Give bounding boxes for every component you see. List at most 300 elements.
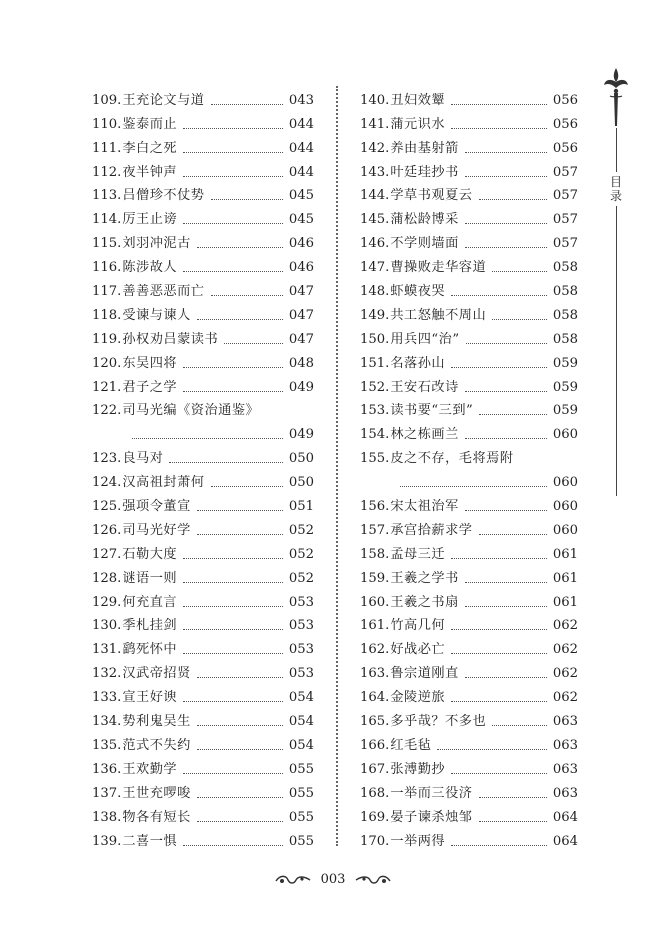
entry-title: 曹操败走华容道: [390, 260, 487, 276]
entry-number: 136.: [92, 761, 122, 777]
leader-dots: [211, 486, 283, 487]
entry-page: 057: [552, 212, 578, 228]
entry-page: 047: [288, 284, 314, 300]
entry-number: 170.: [360, 833, 390, 849]
leader-dots: [183, 845, 283, 846]
leader-dots: [479, 821, 547, 822]
toc-entry[interactable]: [360, 706, 578, 730]
entry-title: 金陵逆旅: [390, 690, 446, 706]
toc-entry[interactable]: [92, 109, 314, 133]
leader-dots: [451, 295, 547, 296]
entry-page: 049: [288, 427, 314, 443]
entry-page: 055: [288, 785, 314, 801]
entry-number: 166.: [360, 737, 390, 753]
leader-dots: [224, 343, 283, 344]
entry-title: 受谏与谏人: [122, 307, 191, 323]
entry-page: 062: [552, 642, 578, 658]
entry-title: 孟母三迁: [390, 546, 446, 562]
leader-dots: [451, 845, 547, 846]
entry-number: 135.: [92, 737, 122, 753]
toc-entry[interactable]: [360, 372, 578, 396]
toc-entry[interactable]: [360, 563, 578, 587]
leader-dots: [451, 104, 547, 105]
leader-dots: [183, 391, 283, 392]
entry-number: 151.: [360, 355, 390, 371]
entry-page: 055: [288, 809, 314, 825]
toc-entry[interactable]: [360, 109, 578, 133]
entry-number: 153.: [360, 403, 390, 419]
entry-number: 114.: [92, 212, 122, 228]
leader-dots: [465, 606, 547, 607]
entry-page: 061: [552, 594, 578, 610]
entry-title: 承宫拾薪求学: [390, 522, 473, 538]
entry-number: 116.: [92, 260, 122, 276]
toc-entry[interactable]: [360, 419, 578, 443]
entry-page: 061: [552, 546, 578, 562]
entry-page: 057: [552, 236, 578, 252]
leader-dots: [197, 319, 283, 320]
toc-entry[interactable]: [92, 778, 314, 802]
entry-page: 058: [552, 284, 578, 300]
leader-dots: [183, 367, 283, 368]
toc-entry[interactable]: [360, 133, 578, 157]
toc-entry[interactable]: [92, 443, 314, 467]
toc-entry[interactable]: [92, 228, 314, 252]
entry-page: 058: [552, 260, 578, 276]
entry-number: 127.: [92, 546, 122, 562]
entry-title: 蒲元识水: [390, 116, 446, 132]
entry-title: 共工怒触不周山: [390, 307, 487, 323]
entry-page: 054: [288, 690, 314, 706]
entry-number: 121.: [92, 379, 122, 395]
toc-entry[interactable]: [92, 276, 314, 300]
toc-entry[interactable]: [92, 611, 314, 635]
leader-dots: [466, 343, 547, 344]
leader-dots: [479, 414, 547, 415]
entry-title: 石勒大度: [122, 546, 178, 562]
entry-page: 058: [552, 331, 578, 347]
toc-entry[interactable]: [92, 181, 314, 205]
toc-left-column: [92, 85, 314, 850]
entry-number: 123.: [92, 451, 122, 467]
entry-number: 119.: [92, 331, 122, 347]
leader-dots: [465, 223, 547, 224]
entry-page: 052: [288, 546, 314, 562]
toc-entry-continuation[interactable]: [92, 419, 314, 443]
toc-entry-continuation[interactable]: [360, 467, 578, 491]
entry-page: 053: [288, 618, 314, 634]
leader-dots: [465, 176, 547, 177]
entry-title: 物各有短长: [122, 809, 191, 825]
entry-number: 144.: [360, 188, 390, 204]
entry-page: 056: [552, 92, 578, 108]
leader-dots: [183, 701, 283, 702]
entry-number: 158.: [360, 546, 390, 562]
entry-page: 049: [288, 379, 314, 395]
leader-dots: [465, 677, 547, 678]
toc-entry[interactable]: [360, 443, 578, 467]
entry-title: 孙权劝吕蒙读书: [122, 331, 219, 347]
toc-entry[interactable]: [360, 730, 578, 754]
entry-page: 050: [288, 475, 314, 491]
entry-page: 059: [552, 379, 578, 395]
entry-number: 124.: [92, 475, 122, 491]
leader-dots: [183, 152, 283, 153]
toc-entry[interactable]: [92, 467, 314, 491]
leader-dots: [183, 629, 283, 630]
entry-page: 060: [552, 522, 578, 538]
entry-page: 046: [288, 260, 314, 276]
toc-entry[interactable]: [360, 252, 578, 276]
toc-entry[interactable]: [92, 826, 314, 850]
leader-dots: [197, 725, 283, 726]
toc-entry[interactable]: [92, 658, 314, 682]
entry-page: 043: [288, 92, 314, 108]
leader-dots: [211, 104, 283, 105]
entry-number: 130.: [92, 618, 122, 634]
entry-page: 062: [552, 690, 578, 706]
leader-dots: [465, 247, 547, 248]
entry-title: 吕僧珍不仗势: [122, 188, 205, 204]
toc-entry[interactable]: [360, 396, 578, 420]
entry-page: 062: [552, 666, 578, 682]
toc-entry[interactable]: [92, 563, 314, 587]
entry-title: 皮之不存，毛将焉附: [390, 451, 514, 467]
entry-title: 王羲之书扇: [390, 594, 459, 610]
toc-entry[interactable]: [92, 204, 314, 228]
entry-number: 150.: [360, 331, 390, 347]
entry-title: 红毛毡: [390, 737, 432, 753]
entry-page: 047: [288, 307, 314, 323]
toc-entry[interactable]: [360, 300, 578, 324]
entry-title: 汉高祖封萧何: [122, 475, 205, 491]
entry-number: 115.: [92, 236, 122, 252]
entry-number: 152.: [360, 379, 390, 395]
leader-dots: [183, 606, 283, 607]
toc-entry[interactable]: [92, 730, 314, 754]
leader-dots: [183, 223, 283, 224]
entry-title: 宣王好谀: [122, 690, 178, 706]
entry-title: 良马对: [122, 451, 164, 467]
toc-entry[interactable]: [360, 85, 578, 109]
leader-dots: [451, 367, 547, 368]
toc-entry[interactable]: [92, 157, 314, 181]
entry-number: 109.: [92, 92, 122, 108]
toc-entry[interactable]: [360, 539, 578, 563]
toc-entry[interactable]: [360, 682, 578, 706]
entry-title: 宋太祖治军: [390, 499, 459, 515]
leader-dots: [183, 271, 283, 272]
entry-page: 047: [288, 331, 314, 347]
entry-number: 142.: [360, 140, 390, 156]
entry-title: 何充直言: [122, 594, 178, 610]
entry-page: 062: [552, 618, 578, 634]
toc-entry[interactable]: [360, 587, 578, 611]
toc-entry[interactable]: [360, 611, 578, 635]
entry-page: 054: [288, 737, 314, 753]
entry-number: 128.: [92, 570, 122, 586]
leader-dots: [183, 653, 283, 654]
leader-dots: [437, 749, 546, 750]
entry-title: 君子之学: [122, 379, 178, 395]
leader-dots: [492, 271, 547, 272]
fleur-ornament-icon: [601, 66, 631, 126]
leader-dots: [183, 176, 283, 177]
entry-number: 160.: [360, 594, 390, 610]
entry-number: 122.: [92, 403, 122, 419]
entry-title: 东吴四将: [122, 355, 178, 371]
entry-page: 046: [288, 236, 314, 252]
toc-entry[interactable]: [360, 228, 578, 252]
entry-title: 王安石改诗: [390, 379, 459, 395]
leader-dots: [183, 128, 283, 129]
entry-number: 155.: [360, 451, 390, 467]
leader-dots: [197, 797, 283, 798]
entry-title: 蒲松龄博采: [390, 212, 459, 228]
leader-dots: [451, 701, 547, 702]
entry-title: 二喜一惧: [122, 833, 178, 849]
entry-number: 132.: [92, 666, 122, 682]
entry-page: 053: [288, 666, 314, 682]
entry-number: 113.: [92, 188, 122, 204]
toc-entry[interactable]: [92, 682, 314, 706]
entry-page: 063: [552, 737, 578, 753]
toc-entry[interactable]: [360, 491, 578, 515]
entry-page: 044: [288, 116, 314, 132]
toc-entry[interactable]: [92, 85, 314, 109]
toc-entry[interactable]: [360, 515, 578, 539]
entry-page: 061: [552, 570, 578, 586]
leader-dots: [197, 677, 283, 678]
entry-title: 强项令董宣: [122, 499, 191, 515]
entry-page: 055: [288, 833, 314, 849]
leader-dots: [183, 582, 283, 583]
entry-title: 善善恶恶而亡: [122, 284, 205, 300]
toc-entry[interactable]: [360, 634, 578, 658]
entry-number: 163.: [360, 666, 390, 682]
entry-number: 118.: [92, 307, 122, 323]
entry-number: 129.: [92, 594, 122, 610]
entry-title: 谜语一则: [122, 570, 178, 586]
entry-page: 053: [288, 594, 314, 610]
entry-page: 045: [288, 188, 314, 204]
entry-title: 陈涉故人: [122, 260, 178, 276]
entry-title: 厉王止谤: [122, 212, 178, 228]
entry-title: 竹高几何: [390, 618, 446, 634]
toc-entry[interactable]: [92, 539, 314, 563]
entry-number: 125.: [92, 499, 122, 515]
entry-number: 133.: [92, 690, 122, 706]
entry-page: 063: [552, 761, 578, 777]
leader-dots: [465, 438, 547, 439]
entry-title: 不学则墙面: [390, 236, 459, 252]
scroll-ornament-icon: [354, 873, 392, 887]
leader-dots: [197, 247, 283, 248]
entry-title: 鲁宗道刚直: [390, 666, 459, 682]
toc-entry[interactable]: [360, 157, 578, 181]
leader-dots: [197, 821, 283, 822]
entry-number: 168.: [360, 785, 390, 801]
entry-number: 161.: [360, 618, 390, 634]
entry-page: 056: [552, 140, 578, 156]
toc-entry[interactable]: [360, 276, 578, 300]
toc-entry[interactable]: [92, 348, 314, 372]
entry-number: 131.: [92, 642, 122, 658]
leader-dots: [465, 510, 547, 511]
scroll-ornament-icon: [274, 873, 312, 887]
entry-number: 156.: [360, 499, 390, 515]
page-footer: [0, 872, 666, 887]
toc-entry[interactable]: [92, 634, 314, 658]
toc-entry[interactable]: [92, 324, 314, 348]
entry-number: 120.: [92, 355, 122, 371]
entry-number: 112.: [92, 164, 122, 180]
entry-title: 范式不失约: [122, 737, 191, 753]
toc-entry[interactable]: [92, 587, 314, 611]
entry-page: 045: [288, 212, 314, 228]
entry-number: 126.: [92, 522, 122, 538]
toc-entry[interactable]: [360, 204, 578, 228]
leader-dots: [197, 510, 283, 511]
entry-page: 060: [552, 427, 578, 443]
leader-dots: [197, 534, 283, 535]
leader-dots: [400, 486, 547, 487]
entry-title: 用兵四“治”: [390, 331, 460, 347]
toc-entry[interactable]: [92, 754, 314, 778]
toc-entry[interactable]: [360, 324, 578, 348]
column-divider: [336, 86, 338, 846]
side-rule: [616, 206, 617, 496]
entry-title: 林之栋画兰: [390, 427, 459, 443]
toc-entry[interactable]: [360, 348, 578, 372]
entry-title: 虾蟆夜哭: [390, 284, 446, 300]
entry-page: 055: [288, 761, 314, 777]
toc-entry[interactable]: [360, 778, 578, 802]
entry-number: 169.: [360, 809, 390, 825]
entry-number: 143.: [360, 164, 390, 180]
entry-title: 好战必亡: [390, 642, 446, 658]
entry-number: 146.: [360, 236, 390, 252]
entry-title: 王羲之学书: [390, 570, 459, 586]
entry-page: 044: [288, 140, 314, 156]
entry-title: 晏子谏杀烛邹: [390, 809, 473, 825]
entry-number: 110.: [92, 116, 122, 132]
toc-entry[interactable]: [92, 396, 314, 420]
entry-title: 读书要“三到”: [390, 403, 474, 419]
entry-number: 159.: [360, 570, 390, 586]
toc-entry[interactable]: [92, 706, 314, 730]
entry-title: 学草书观夏云: [390, 188, 473, 204]
leader-dots: [169, 462, 282, 463]
toc-entry[interactable]: [92, 133, 314, 157]
entry-number: 117.: [92, 284, 122, 300]
entry-title: 势利鬼吴生: [122, 714, 191, 730]
section-label: 目录: [609, 175, 622, 203]
leader-dots: [465, 582, 547, 583]
entry-title: 一举两得: [390, 833, 446, 849]
entry-title: 司马光好学: [122, 522, 191, 538]
entry-page: 056: [552, 116, 578, 132]
toc-entry[interactable]: [92, 372, 314, 396]
entry-page: 053: [288, 642, 314, 658]
leader-dots: [465, 152, 547, 153]
entry-page: 050: [288, 451, 314, 467]
toc-entry[interactable]: [360, 181, 578, 205]
entry-page: 060: [552, 475, 578, 491]
entry-page: 044: [288, 164, 314, 180]
toc-entry[interactable]: [92, 252, 314, 276]
entry-title: 养由基射箭: [390, 140, 459, 156]
entry-title: 叶廷珪抄书: [390, 164, 459, 180]
side-rule: [616, 128, 617, 172]
entry-title: 王充论文与道: [122, 92, 205, 108]
toc-entry[interactable]: [360, 802, 578, 826]
toc-entry[interactable]: [92, 802, 314, 826]
entry-number: 147.: [360, 260, 390, 276]
entry-page: 048: [288, 355, 314, 371]
entry-page: 051: [288, 499, 314, 515]
entry-number: 140.: [360, 92, 390, 108]
leader-dots: [451, 653, 547, 654]
leader-dots: [183, 773, 283, 774]
entry-number: 134.: [92, 714, 122, 730]
entry-title: 鹞死怀中: [122, 642, 178, 658]
entry-title: 张溥勤抄: [390, 761, 446, 777]
entry-page: 060: [552, 499, 578, 515]
toc-entry[interactable]: [360, 658, 578, 682]
entry-page: 063: [552, 714, 578, 730]
entry-title: 王欢勤学: [122, 761, 178, 777]
leader-dots: [479, 199, 547, 200]
entry-number: 137.: [92, 785, 122, 801]
entry-number: 149.: [360, 307, 390, 323]
entry-page: 063: [552, 785, 578, 801]
entry-number: 162.: [360, 642, 390, 658]
entry-number: 111.: [92, 140, 122, 156]
entry-page: 052: [288, 522, 314, 538]
leader-dots: [479, 797, 547, 798]
entry-number: 157.: [360, 522, 390, 538]
toc-entry[interactable]: [360, 826, 578, 850]
entry-title: 鉴泰而止: [122, 116, 178, 132]
entry-page: 052: [288, 570, 314, 586]
toc-entry[interactable]: [92, 491, 314, 515]
leader-dots: [211, 199, 283, 200]
leader-dots: [132, 438, 283, 439]
entry-number: 164.: [360, 690, 390, 706]
leader-dots: [451, 558, 547, 559]
entry-number: 167.: [360, 761, 390, 777]
leader-dots: [197, 749, 283, 750]
entry-page: 057: [552, 164, 578, 180]
leader-dots: [211, 295, 283, 296]
leader-dots: [451, 128, 547, 129]
entry-number: 148.: [360, 284, 390, 300]
entry-page: 059: [552, 403, 578, 419]
entry-number: 145.: [360, 212, 390, 228]
toc-entry[interactable]: [92, 300, 314, 324]
entry-page: 064: [552, 809, 578, 825]
entry-page: 054: [288, 714, 314, 730]
entry-title: 多乎哉？不多也: [390, 714, 487, 730]
leader-dots: [465, 391, 547, 392]
toc-entry[interactable]: [92, 515, 314, 539]
entry-title: 名落孙山: [390, 355, 446, 371]
entry-number: 165.: [360, 714, 390, 730]
leader-dots: [451, 773, 547, 774]
toc-entry[interactable]: [360, 754, 578, 778]
toc-right-column: [360, 85, 578, 850]
